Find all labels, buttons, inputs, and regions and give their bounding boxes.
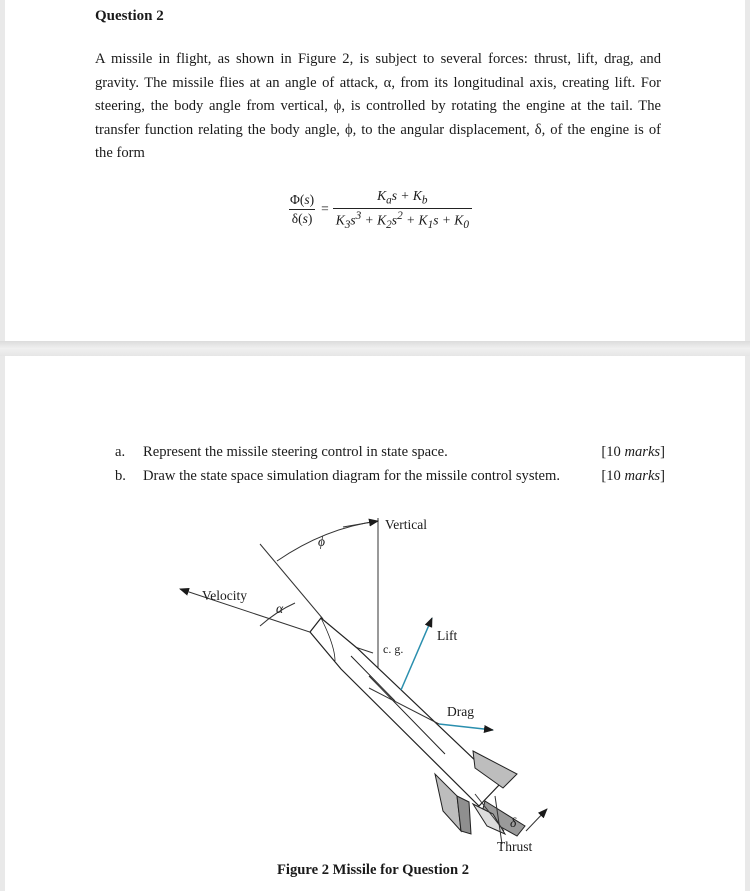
lhs-denominator: δ(s) <box>289 209 316 227</box>
thrust-arrow <box>526 809 547 831</box>
question-paragraph: A missile in flight, as shown in Figure 2, is subject to several forces: thrust, lift, drag, and gravity. The missile flies at an angle of attack, α, from its longitudinal axis, creating lift. For steering, the body angle from vertical, ϕ, is controlled by rotating the engine at the tail. The transfer function relating the body angle, ϕ, to the angular displacement, δ, of the engine is of the form <box>95 51 661 162</box>
marks-word: marks <box>624 468 661 484</box>
page-bottom <box>5 356 745 891</box>
marks-word: marks <box>624 444 661 460</box>
question-title: Question 2 <box>95 8 164 24</box>
marks-close: ] <box>660 468 665 484</box>
rhs-fraction <box>333 188 472 231</box>
item-text: Represent the missile steering control in state space. <box>143 444 448 460</box>
marks-open: [10 <box>601 468 625 484</box>
phi-arc <box>277 521 378 561</box>
alpha-label: α <box>276 601 284 616</box>
lhs-fraction <box>287 192 317 227</box>
lhs-numerator: Φ(s) <box>290 191 315 207</box>
delta-label: δ <box>510 815 517 830</box>
drag-label: Drag <box>447 704 474 719</box>
body-axis-line <box>260 544 323 619</box>
missile-figure <box>5 356 745 891</box>
equals-sign: = <box>321 201 329 217</box>
item-label: a. <box>115 444 126 460</box>
figure-caption: Figure 2 Missile for Question 2 <box>277 862 470 878</box>
marks-close: ] <box>660 444 665 460</box>
item-label: b. <box>115 468 126 484</box>
lift-label: Lift <box>437 628 458 643</box>
transfer-function-equation <box>287 188 472 231</box>
rhs-numerator: $K_as + K_b$ <box>377 188 428 207</box>
phi-label: ϕ <box>318 534 325 549</box>
rhs-denominator: $K_3s^3 + K_2s^2 + K_1s + K_0$ <box>333 208 472 231</box>
velocity-label: Velocity <box>202 588 247 603</box>
cg-label: c. g. <box>383 642 404 656</box>
phi-arrow <box>343 521 378 527</box>
vertical-label: Vertical <box>385 517 427 532</box>
thrust-label: Thrust <box>497 839 533 854</box>
page-top <box>5 0 745 341</box>
lift-arrow <box>401 618 432 690</box>
drag-arrow <box>439 724 493 730</box>
page-gap <box>0 341 750 356</box>
marks-open: [10 <box>601 444 625 460</box>
item-text: Draw the state space simulation diagram for the missile control system. <box>143 468 561 484</box>
